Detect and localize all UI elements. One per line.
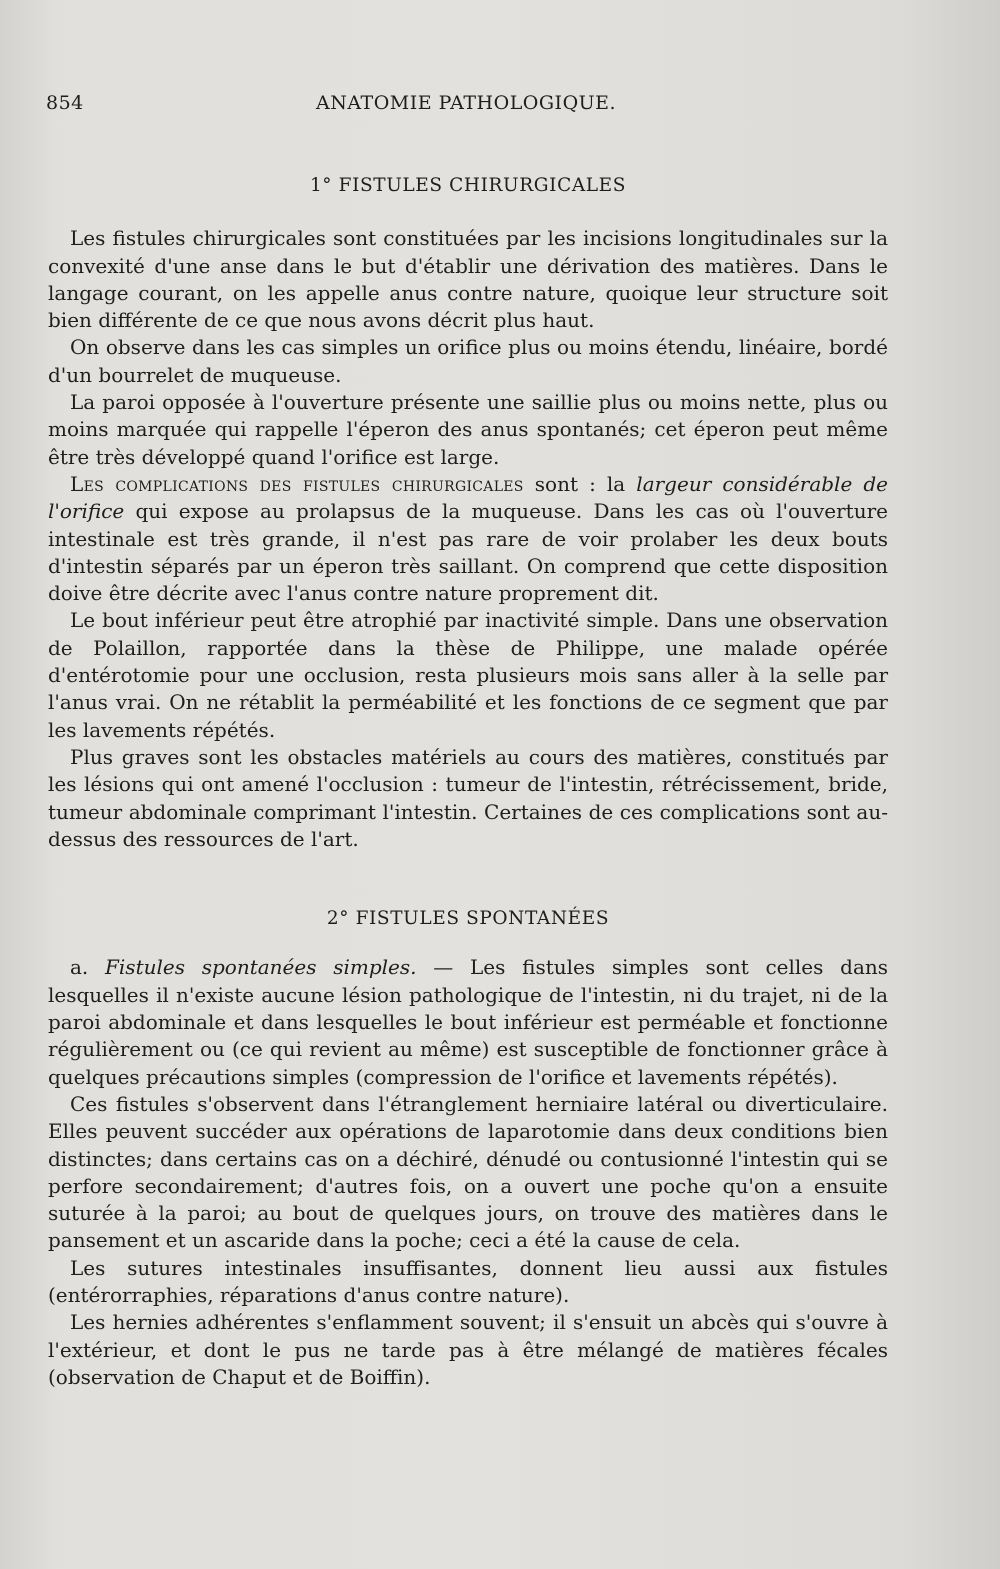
section-heading-chirurgicales: 1° FISTULES CHIRURGICALES (309, 175, 627, 196)
text-run: — Les fistules simples sont celles dans lesquelles il n'existe aucune lésion pathologique de l'intestin, ni du trajet, ni de la paroi abdominale et dans lesquelles le bout inférieur est perméable et fonctionne régulièrement ou (ce qui revient au même) est susceptible de fonctionner grâce à quelques précautions simples (compression de l'orifice et lavements répétés). (48, 955, 889, 1089)
paragraph-complications (48, 471, 888, 607)
paragraph: Ces fistules s'observent dans l'étranglement herniaire latéral ou diverticulaire. Elles peuvent succéder aux opérations de laparotomie dans deux conditions bien distinctes; dans certains cas on a déchiré, dénudé ou contusionné l'intestin qui se perfore secondairement; d'autres fois, on a ouvert une poche qu'on a ensuite suturée à la paroi; au bout de quelques jours, on trouve des matières dans le pansement et un ascaride dans la poche; ceci a été la cause de cela. (48, 1091, 888, 1253)
running-title: ANATOMIE PATHOLOGIQUE. (316, 92, 617, 114)
text-run: sont : la (523, 471, 637, 496)
small-caps-lead: Les complications des fistules chirurgicales (70, 471, 524, 496)
text-run: qui expose au prolapsus de la muqueuse. Dans les cas où l'ouverture intestinale est très grande, il n'est pas rare de voir prolaber les deux bouts d'intestin séparés par un éperon très saillant. On comprend que cette disposition doive être décrite avec l'anus contre nature proprement dit. (48, 499, 888, 606)
paragraph-simple-fistulas (48, 954, 888, 1090)
page-number: 854 (46, 92, 84, 114)
paragraph: Plus graves sont les obstacles matériels au cours des matières, constitués par les lésions qui ont amené l'occlusion : tumeur de l'intestin, rétrécissement, bride, tumeur abdominale comprimant l'intestin. Certaines de ces complications sont au-dessus des ressources de l'art. (48, 744, 888, 851)
italic-emphasis: largeur considérable de l'orifice (48, 471, 888, 524)
paragraph: Les fistules chirurgicales sont constituées par les incisions longitudinales sur la convexité d'une anse dans le but d'établir une dérivation des matières. Dans le langage courant, on les appelle anus contre nature, quoique leur structure soit bien différente de ce que nous avons décrit plus haut. (48, 226, 888, 333)
paragraph: On observe dans les cas simples un orifice plus ou moins étendu, linéaire, bordé d'un bourrelet de muqueuse. (48, 335, 888, 387)
paragraph: La paroi opposée à l'ouverture présente une saillie plus ou moins nette, plus ou moins marquée qui rappelle l'éperon des anus spontanés; cet éperon peut même être très développé quand l'orifice est large. (48, 390, 888, 469)
paragraph: Les hernies adhérentes s'enflamment souvent; il s'ensuit un abcès qui s'ouvre à l'extérieur, et dont le pus ne tarde pas à être mélangé de matières fécales (observation de Chaput et de Boiffin). (48, 1310, 888, 1389)
section-heading-spontanees: 2° FISTULES SPONTANÉES (326, 908, 610, 930)
page-body (48, 172, 888, 1391)
paragraph: Les sutures intestinales insuffisantes, donnent lieu aussi aux fistules (entérorraphies, réparations d'anus contre nature). (48, 1255, 888, 1307)
italic-subheading: Fistules spontanées simples. (105, 955, 417, 980)
paragraph: Le bout inférieur peut être atrophié par inactivité simple. Dans une observation de Polaillon, rapportée dans la thèse de Philippe, une malade opérée d'entérotomie pour une occlusion, resta plusieurs mois sans aller à la selle par l'anus vrai. On ne rétablit la perméabilité et les fonctions de ce segment que par les lavements répétés. (48, 608, 888, 742)
item-label: a. (70, 955, 106, 980)
